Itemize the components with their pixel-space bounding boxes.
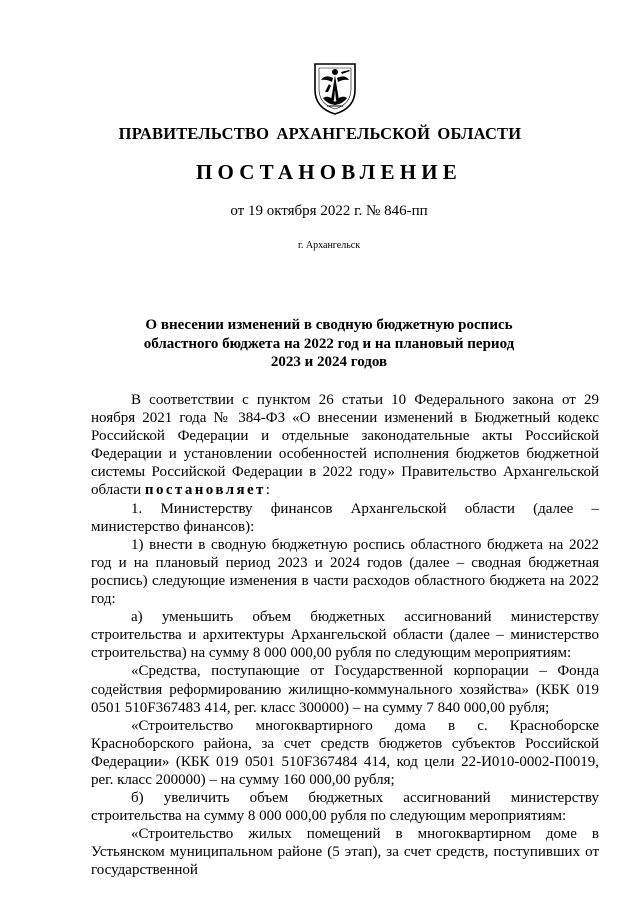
- body-paragraph: б) увеличить объем бюджетных ассигнований министерству строительства на сумму 8 000 000,00 рубля по следующим мероприятиям:: [91, 790, 599, 825]
- body-paragraph: «Строительство жилых помещений в многоквартирном доме в Устьянском муниципальном районе (5 этап), за счет средств, поступивших от государственной: [91, 826, 599, 879]
- title-line: О внесении изменений в сводную бюджетную роспись: [145, 317, 513, 333]
- title-line: 2023 и 2024 годов: [270, 354, 388, 370]
- document-title: [0, 316, 640, 372]
- body-paragraph: а) уменьшить объем бюджетных ассигнований министерству строительства и архитектуры Архангельской области (далее – министерство строительства) на сумму 8 000 000,00 рубля по следующим мероприятиям:: [91, 609, 599, 662]
- document-date-number: от 19 октября 2022 г. № 846-пп: [230, 203, 428, 219]
- preamble-colon: :: [265, 482, 270, 499]
- body-paragraph: 1) внести в сводную бюджетную роспись областного бюджета на 2022 год и на плановый период 2023 и 2024 годов (далее – сводная бюджетная роспись) следующие изменения в части расходов областного бюджета на 2022 год:: [91, 536, 599, 608]
- resolution-keyword: постановляет: [144, 482, 266, 499]
- body-paragraph: «Строительство многоквартирного дома в с. Красноборске Красноборского района, за счет средств бюджетов субъектов Российской Федерации» (КБК 019 0501 510F367484 414, код цели 22-И010-0002-П0019, рег. класс 200000) – на сумму 160 000,00 рубля;: [91, 717, 599, 788]
- body-paragraph: «Средства, поступающие от Государственной корпорации – Фонда содействия реформированию жилищно-коммунального хозяйства» (КБК 019 0501 510F367483 414, рег. класс 300000) – на сумму 7 840 000,00 рубля;: [91, 663, 599, 716]
- coat-of-arms-icon: [311, 58, 359, 116]
- document-type: ПОСТАНОВЛЕНИЕ: [195, 160, 463, 184]
- document-body: [91, 391, 599, 880]
- preamble-paragraph: [91, 391, 599, 500]
- preamble-text: В соответствии с пунктом 26 статьи 10 Федерального закона от 29 ноября 2021 года № 384-ФЗ «О внесении изменений в Бюджетный кодекс Российской Федерации и отдельные законодательные акты Российской Федерации и установлении особенностей исполнения бюджетов бюджетной системы Российской Федерации в 2022 году» Правительство Архангельской области: [91, 392, 599, 499]
- title-line: областного бюджета на 2022 год и на плановый период: [143, 335, 515, 352]
- organization-name: ПРАВИТЕЛЬСТВО АРХАНГЕЛЬСКОЙ ОБЛАСТИ: [118, 124, 522, 143]
- document-city: г. Архангельск: [297, 240, 361, 251]
- body-paragraph: 1. Министерству финансов Архангельской области (далее – министерство финансов):: [91, 500, 599, 535]
